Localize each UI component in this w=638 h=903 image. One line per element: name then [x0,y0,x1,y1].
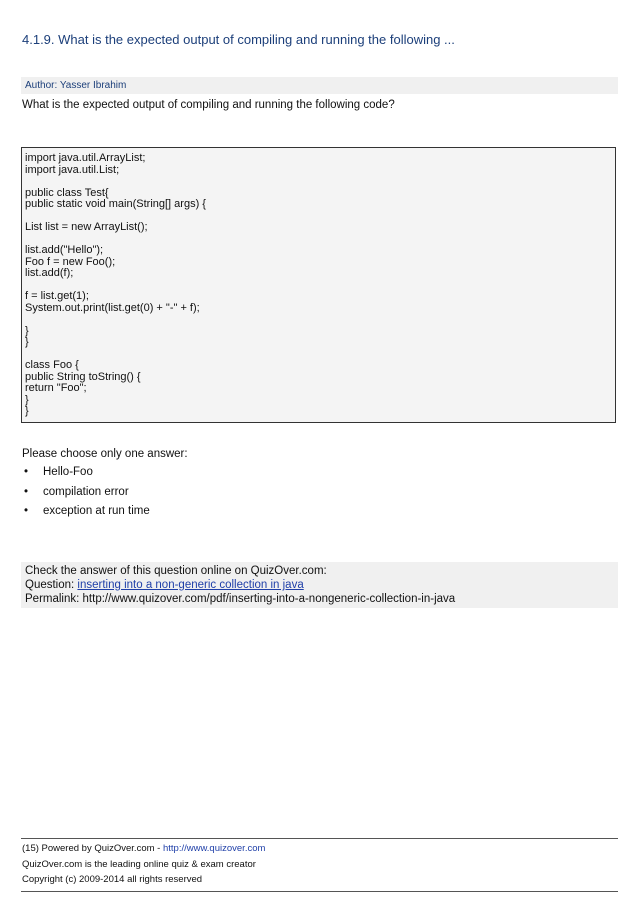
answer-option-label: exception at run time [43,505,150,517]
page-title: 4.1.9. What is the expected output of compiling and running the following ... [22,32,455,47]
footer-bottom-rule [21,891,618,892]
bullet-icon: • [24,505,29,517]
author-bar [21,77,618,94]
question-link-label: Question: [25,579,78,591]
question-text: What is the expected output of compiling and running the following code? [22,99,395,111]
permalink-url[interactable]: http://www.quizover.com/pdf/inserting-into-a-nongeneric-collection-in-java [82,593,456,605]
permalink-line [25,593,455,605]
check-intro: Check the answer of this question online on QuizOver.com: [25,565,327,577]
answer-option-label: compilation error [43,485,129,498]
check-answer-box [21,562,618,608]
bullet-icon: • [24,485,29,498]
footer-powered [22,843,265,854]
permalink-label: Permalink: [25,593,83,605]
footer-powered-text: (15) Powered by QuizOver.com - [22,843,163,854]
answer-prompt: Please choose only one answer: [22,448,188,460]
footer-top-rule [21,838,618,839]
footer-tagline: QuizOver.com is the leading online quiz & exam creator [22,859,256,870]
code-text: import java.util.ArrayList; import java.util.List; public class Test{ public static void main(String[] args) { List list = new ArrayList(); list.add("Hello"); Foo f = new Foo(); list.add(f); f = list.get(1); System.out.print(list.get(0) + "-" + f); } } class Foo { public String toString() { return "Foo"; } } [25,152,206,417]
code-block [21,147,616,423]
footer-copyright: Copyright (c) 2009-2014 all rights reserved [22,874,203,885]
question-link-line [25,579,304,591]
bullet-icon: • [24,466,29,478]
answer-option-label: Hello-Foo [43,466,93,478]
question-link[interactable]: inserting into a non-generic collection in java [77,579,304,591]
author-label: Author: Yasser Ibrahim [25,80,127,91]
footer-powered-link[interactable]: http://www.quizover.com [162,843,266,854]
